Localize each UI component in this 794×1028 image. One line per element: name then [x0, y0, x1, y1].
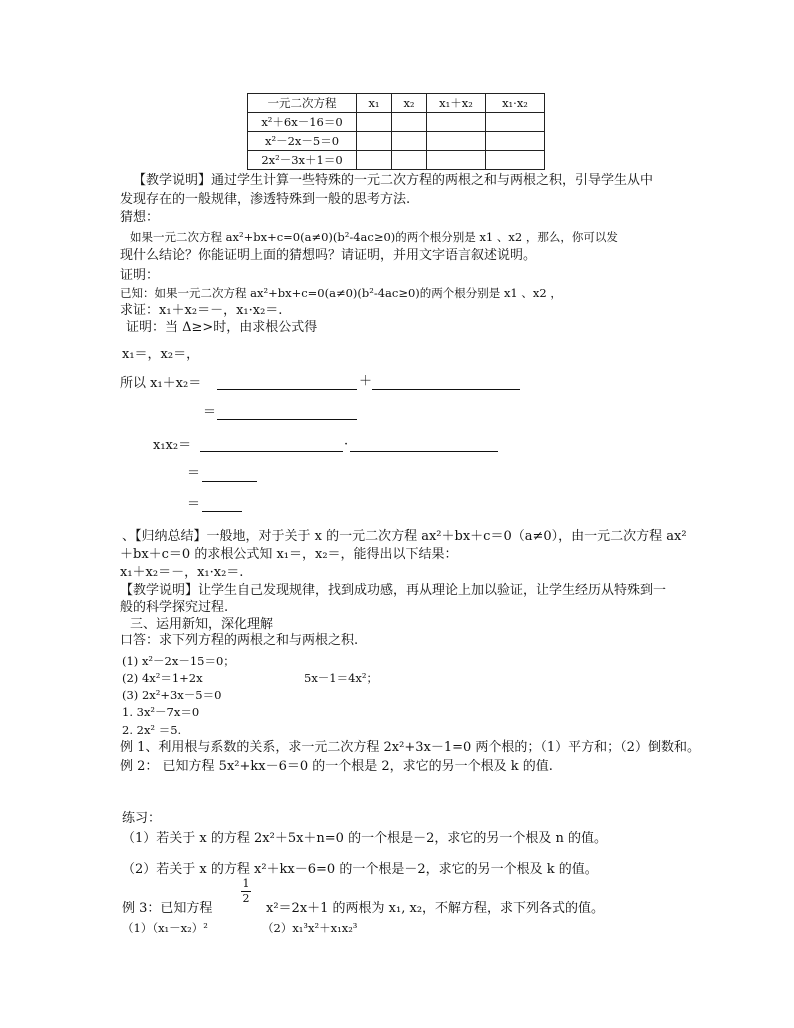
product-result-blank[interactable]	[202, 511, 242, 512]
table-cell: x²＋6x－16＝0	[248, 113, 357, 132]
example-3-label: 例 3：已知方程	[122, 901, 213, 916]
table-cell	[392, 151, 427, 170]
equals-sign: ＝	[187, 466, 201, 481]
table-header: x₁	[357, 94, 392, 113]
section-heading: 三、运用新知，深化理解	[130, 617, 274, 632]
practice-item: （2）若关于 x 的方程 x²＋kx－6=0 的一个根是－2，求它的另一个根及 k 的值。	[122, 862, 598, 877]
oral-question: (1) x²－2x－15＝0；	[122, 654, 235, 668]
teaching-note-line: 【教学说明】通过学生计算一些特殊的一元二次方程的两根之和与两根之积，引导学生从中	[133, 173, 654, 188]
table-cell: x²－2x－5＝0	[248, 132, 357, 151]
practice-label: 练习：	[122, 811, 162, 826]
example-1: 例 1、利用根与系数的关系，求一元二次方程 2x²+3x－1=0 两个根的；（1）平方和；（2）倒数和。	[120, 740, 700, 755]
product-blank-1[interactable]	[200, 451, 343, 452]
table-cell	[427, 151, 486, 170]
table-row	[248, 132, 545, 151]
roots-line: x₁＝，x₂＝，	[122, 347, 200, 362]
prove-line: 求证：x₁＋x₂＝－，x₁·x₂＝.	[120, 303, 283, 318]
summary-line: x₁＋x₂＝－，x₁·x₂＝.	[120, 565, 244, 580]
guess-line: 现什么结论？你能证明上面的猜想吗？请证明，并用文字语言叙述说明。	[120, 248, 537, 263]
product-label: x₁x₂＝	[153, 438, 192, 453]
example-3-part: （2）x₁³x²＋x₁x₂³	[262, 921, 358, 935]
example-3-part: （1）（x₁－x₂）²	[122, 921, 208, 935]
table-header: 一元二次方程	[248, 94, 357, 113]
table-header: x₁·x₂	[486, 94, 545, 113]
proof-start-line: 证明：当 Δ≥>时，由求根公式得	[126, 320, 318, 335]
sum-label: 所以 x₁＋x₂＝	[120, 376, 202, 391]
proof-label: 证明：	[120, 268, 160, 283]
table-cell	[486, 151, 545, 170]
oral-question: 1. 3x²－7x＝0	[122, 705, 200, 719]
table-cell	[392, 113, 427, 132]
plus-sign: ＋	[359, 374, 373, 389]
teaching-note-line: 【教学说明】让学生自己发现规律，找到成功感，再从理论上加以验证，让学生经历从特殊到一	[120, 583, 667, 598]
summary-line: ＋bx＋c＝0 的求根公式知 x₁＝，x₂＝，能得出以下结果：	[120, 547, 458, 562]
example-3-text: x²＝2x＋1 的两根为 x₁, x₂，不解方程，求下列各式的值。	[266, 901, 605, 916]
table-header-row	[248, 94, 545, 113]
example-2: 例 2： 已知方程 5x²+kx－6＝0 的一个根是 2，求它的另一个根及 k 的值.	[120, 759, 553, 774]
equals-sign: ＝	[187, 497, 201, 512]
table-cell	[392, 132, 427, 151]
oral-question: (2) 4x²＝1+2x	[122, 671, 203, 685]
oral-question: (3) 2x²+3x－5＝0	[122, 688, 222, 702]
summary-line: 、【归纳总结】一般地，对于关于 x 的一元二次方程 ax²＋bx＋c＝0（a≠0），由一元二次方程 ax²	[122, 529, 687, 544]
table-cell	[357, 132, 392, 151]
table-row	[248, 151, 545, 170]
oral-question: 5x－1＝4x²；	[304, 671, 379, 685]
known-line: 已知：如果一元二次方程 ax²+bx+c=0(a≠0)(b²-4ac≥0)的两个根分别是 x1 、x2 ，	[120, 286, 562, 300]
table-cell	[427, 132, 486, 151]
table-cell	[486, 132, 545, 151]
equation-table	[247, 93, 545, 170]
table-cell	[486, 113, 545, 132]
practice-item: （1）若关于 x 的方程 2x²＋5x＋n=0 的一个根是－2，求它的另一个根及 n 的值。	[122, 831, 607, 846]
sum-blank-1[interactable]	[217, 389, 357, 390]
fraction-denominator: 2	[242, 892, 250, 905]
dot-sign: ·	[344, 437, 349, 452]
guess-label: 猜想：	[120, 210, 160, 225]
fraction-one-half	[241, 878, 251, 905]
table-cell	[357, 151, 392, 170]
table-header: x₂	[392, 94, 427, 113]
equals-sign: ＝	[203, 405, 217, 420]
teaching-note-line: 发现存在的一般规律，渗透特殊到一般的思考方法.	[120, 192, 411, 207]
oral-question-prompt: 口答：求下列方程的两根之和与两根之积.	[120, 633, 359, 648]
guess-line: 如果一元二次方程 ax²+bx+c=0(a≠0)(b²-4ac≥0)的两个根分别是 x1 、x2 ，那么，你可以发	[130, 230, 618, 244]
table-cell	[357, 113, 392, 132]
table-header: x₁＋x₂	[427, 94, 486, 113]
table-cell	[427, 113, 486, 132]
product-blank-2[interactable]	[350, 451, 498, 452]
sum-result-blank[interactable]	[217, 419, 357, 420]
table-row	[248, 113, 545, 132]
sum-blank-2[interactable]	[372, 389, 520, 390]
table-cell: 2x²－3x＋1＝0	[248, 151, 357, 170]
oral-question: 2. 2x² ＝5.	[122, 723, 182, 737]
product-step-blank[interactable]	[202, 481, 257, 482]
fraction-numerator: 1	[242, 877, 250, 890]
teaching-note-line: 般的科学探究过程.	[120, 600, 229, 615]
